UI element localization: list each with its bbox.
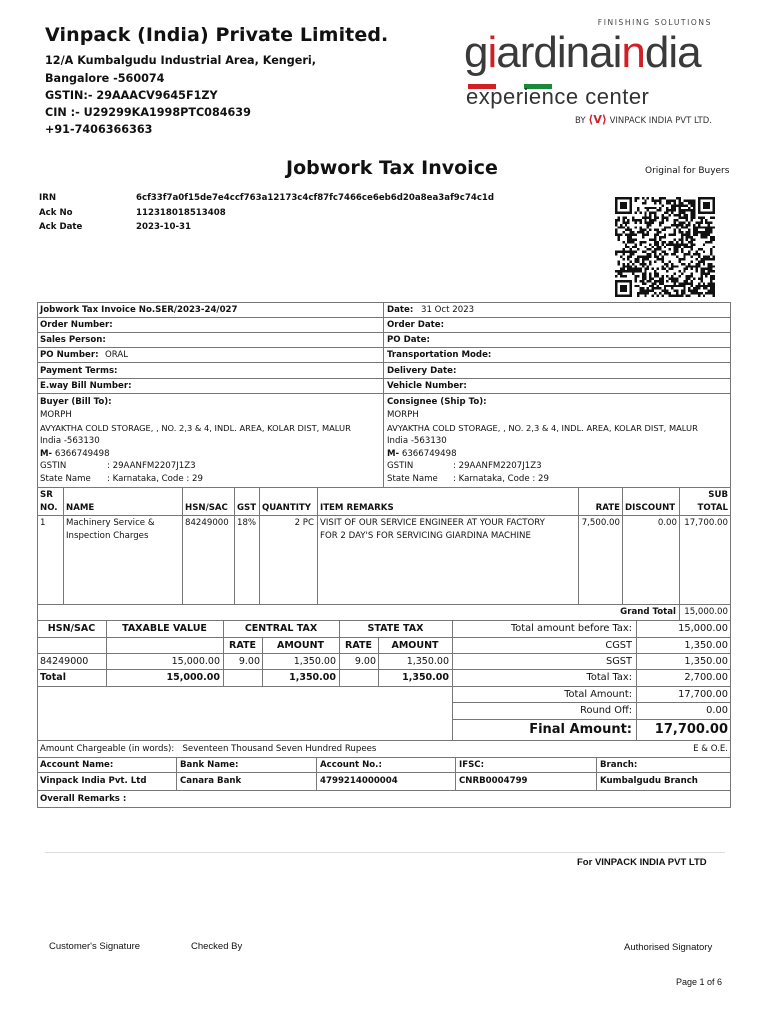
buyer-address: AVYAKTHA COLD STORAGE, , NO. 2,3 & 4, INDL. AREA, KOLAR DIST, MALUR <box>40 423 351 433</box>
item-sr: 1 <box>40 518 46 528</box>
date-label: Date: <box>387 305 414 315</box>
delivery-date-label: Delivery Date: <box>387 366 457 376</box>
checked-by: Checked By <box>191 941 243 952</box>
tax-col-state: STATE TAX <box>367 623 424 634</box>
consignee-mobile: M- 6366749498 <box>387 449 457 459</box>
eway-bill-label: E.way Bill Number: <box>40 381 132 391</box>
col-sr-1: SR <box>40 490 53 500</box>
company-cin: CIN :- U29299KA1998PTC084639 <box>45 106 251 119</box>
branch-name: Kumbalgudu Branch <box>600 776 698 786</box>
buyer-heading: Buyer (Bill To): <box>40 397 112 407</box>
item-qty: 2 PC <box>294 518 314 528</box>
item-rate: 7,500.00 <box>581 518 620 528</box>
col-discount: DISCOUNT <box>625 503 676 513</box>
branch-label: Branch: <box>600 760 638 770</box>
col-rate: RATE <box>595 503 620 513</box>
col-quantity: QUANTITY <box>262 503 312 513</box>
for-company: For VINPACK INDIA PVT LTD <box>577 857 707 868</box>
invoice-title: Jobwork Tax Invoice <box>286 157 498 179</box>
consignee-gstin: : 29AANFM2207J1Z3 <box>453 461 542 471</box>
summary-round-off-value: 0.00 <box>706 705 728 716</box>
po-number-label: PO Number: <box>40 350 99 360</box>
tax-col-s-amount: AMOUNT <box>391 640 439 651</box>
company-address-2: Bangalore -560074 <box>45 72 165 85</box>
col-name: NAME <box>66 503 95 513</box>
ifsc-code: CNRB0004799 <box>459 776 528 786</box>
giardina-logo <box>462 18 714 130</box>
invoice-number: Jobwork Tax Invoice No.SER/2023-24/027 <box>40 305 238 315</box>
tax-c-amount: 1,350.00 <box>293 656 336 667</box>
logo-tagline: FINISHING SOLUTIONS <box>597 18 712 27</box>
sales-person-label: Sales Person: <box>40 335 106 345</box>
tax-c-rate: 9.00 <box>238 656 260 667</box>
tax-col-c-amount: AMOUNT <box>276 640 325 651</box>
company-address-1: 12/A Kumbalgudu Industrial Area, Kengeri, <box>45 54 316 67</box>
item-name-2: Inspection Charges <box>66 531 149 541</box>
item-discount: 0.00 <box>657 518 677 528</box>
col-hsn: HSN/SAC <box>185 503 228 513</box>
bank-name: Canara Bank <box>180 776 242 786</box>
consignee-gstin-label: GSTIN <box>387 461 414 471</box>
authorised-signatory: Authorised Signatory <box>624 942 713 953</box>
qr-code-icon <box>613 197 717 297</box>
ifsc-label: IFSC: <box>459 760 485 770</box>
summary-before-tax-value: 15,000.00 <box>678 623 728 634</box>
customer-signature: Customer's Signature <box>49 941 141 952</box>
logo-brand: giardinaindia <box>464 28 701 77</box>
consignee-state-label: State Name <box>387 474 438 484</box>
final-amount-value: 17,700.00 <box>654 722 728 737</box>
bank-name-label: Bank Name: <box>180 760 239 770</box>
tax-col-s-rate: RATE <box>345 640 372 651</box>
summary-round-off-label: Round Off: <box>580 705 632 716</box>
summary-total-amount-label: Total Amount: <box>564 689 632 700</box>
tax-col-c-rate: RATE <box>229 640 256 651</box>
item-subtotal: 17,700.00 <box>684 518 728 528</box>
eoe-note: E & O.E. <box>693 744 728 754</box>
tax-hsn: 84249000 <box>40 656 89 667</box>
item-hsn: 84249000 <box>185 518 229 528</box>
ack-date-label: Ack Date <box>39 222 83 232</box>
tax-total-label: Total <box>40 672 66 683</box>
grand-total-label: Grand Total <box>620 607 676 617</box>
tax-col-hsn: HSN/SAC <box>47 623 96 634</box>
payment-terms-label: Payment Terms: <box>40 366 118 376</box>
irn-label: IRN <box>39 193 57 203</box>
company-phone: +91-7406366363 <box>45 123 153 136</box>
tax-total-s-amount: 1,350.00 <box>402 672 449 683</box>
col-sr-2: NO. <box>40 503 58 513</box>
col-gst: GST <box>237 503 257 513</box>
grand-total-value: 15,000.00 <box>684 607 728 617</box>
tax-s-amount: 1,350.00 <box>406 656 449 667</box>
col-item-remarks: ITEM REMARKS <box>320 503 394 513</box>
ack-date-value: 2023-10-31 <box>136 222 191 232</box>
summary-sgst-value: 1,350.00 <box>684 656 728 667</box>
buyer-state: : Karnataka, Code : 29 <box>107 474 203 484</box>
item-remarks-2: FOR 2 DAY'S FOR SERVICING GIARDINA MACHINE <box>320 531 531 541</box>
final-amount-label: Final Amount: <box>529 722 632 737</box>
amount-words: Amount Chargeable (in words): Seventeen Thousand Seven Hundred Rupees <box>40 744 377 754</box>
tax-taxable: 15,000.00 <box>171 656 220 667</box>
summary-cgst-value: 1,350.00 <box>684 640 728 651</box>
invoice-date: 31 Oct 2023 <box>421 305 475 315</box>
consignee-state: : Karnataka, Code : 29 <box>453 474 549 484</box>
consignee-country: India -563130 <box>387 436 447 446</box>
irn-value: 6cf33f7a0f15de7e4ccf763a12173c4cf87fc7466ce6eb6d20a8ea3af9c74c1d <box>136 193 495 203</box>
consignee-name: MORPH <box>387 410 419 420</box>
buyer-gstin-label: GSTIN <box>40 461 67 471</box>
col-sub-1: SUB <box>708 490 728 500</box>
footer-divider <box>45 852 725 853</box>
item-gst: 18% <box>237 518 257 528</box>
summary-total-tax-value: 2,700.00 <box>684 672 728 683</box>
account-no-label: Account No.: <box>320 760 382 770</box>
summary-total-amount-value: 17,700.00 <box>678 689 728 700</box>
page-number: Page 1 of 6 <box>676 977 723 987</box>
ack-no-label: Ack No <box>39 208 73 218</box>
item-remarks-1: VISIT OF OUR SERVICE ENGINEER AT YOUR FACTORY <box>320 518 545 528</box>
account-name: Vinpack India Pvt. Ltd <box>40 776 147 786</box>
vehicle-number-label: Vehicle Number: <box>387 381 467 391</box>
company-name: Vinpack (India) Private Limited. <box>45 24 389 46</box>
tax-s-rate: 9.00 <box>354 656 376 667</box>
tax-col-taxable: TAXABLE VALUE <box>122 623 207 634</box>
buyer-name: MORPH <box>40 410 72 420</box>
tax-total-taxable: 15,000.00 <box>166 672 220 683</box>
copy-type: Original for Buyers <box>645 166 730 176</box>
buyer-state-label: State Name <box>40 474 91 484</box>
buyer-gstin: : 29AANFM2207J1Z3 <box>107 461 196 471</box>
summary-cgst-label: CGST <box>605 640 632 651</box>
vinpack-mark-icon: ⟨V⟩ <box>588 113 607 126</box>
tax-total-c-amount: 1,350.00 <box>289 672 336 683</box>
summary-before-tax-label: Total amount before Tax: <box>510 623 632 634</box>
order-number-label: Order Number: <box>40 320 113 330</box>
summary-sgst-label: SGST <box>605 656 632 667</box>
consignee-address: AVYAKTHA COLD STORAGE, , NO. 2,3 & 4, INDL. AREA, KOLAR DIST, MALUR <box>387 423 698 433</box>
item-name-1: Machinery Service & <box>66 518 155 528</box>
account-name-label: Account Name: <box>40 760 114 770</box>
tax-col-central: CENTRAL TAX <box>244 623 318 634</box>
account-no: 4799214000004 <box>320 776 398 786</box>
ack-no-value: 112318018513408 <box>136 208 226 218</box>
overall-remarks-label: Overall Remarks : <box>40 794 127 804</box>
buyer-mobile: M- 6366749498 <box>40 449 110 459</box>
po-date-label: PO Date: <box>387 335 430 345</box>
po-number-value: ORAL <box>105 350 129 360</box>
company-gstin: GSTIN:- 29AAACV9645F1ZY <box>45 89 218 102</box>
logo-subtitle: experience center <box>466 84 650 109</box>
summary-total-tax-label: Total Tax: <box>586 672 632 683</box>
order-date-label: Order Date: <box>387 320 445 330</box>
col-sub-2: TOTAL <box>697 503 728 513</box>
consignee-heading: Consignee (Ship To): <box>387 397 487 407</box>
transport-mode-label: Transportation Mode: <box>387 350 492 360</box>
buyer-country: India -563130 <box>40 436 100 446</box>
logo-by-line: BY ⟨V⟩ VINPACK INDIA PVT LTD. <box>575 113 712 126</box>
